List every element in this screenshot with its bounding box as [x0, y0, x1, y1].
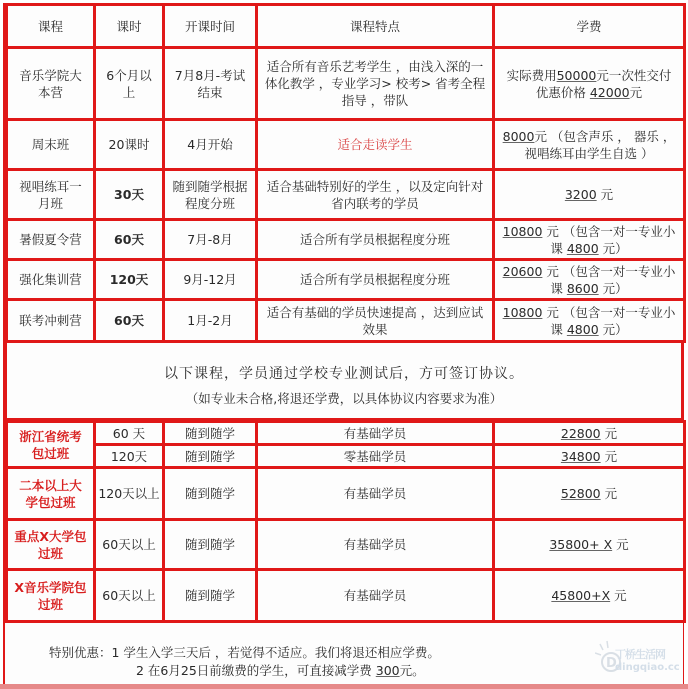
guarantee-fee: 22800 元	[494, 422, 685, 445]
course-table	[5, 3, 686, 343]
guarantee-target: 有基础学员	[257, 520, 494, 570]
guarantee-fee: 35800+ X 元	[494, 520, 685, 570]
course-features: 适合所有学员根据程度分班	[257, 260, 494, 300]
course-start: 9月-12月	[164, 260, 257, 300]
guarantee-start: 随到随学	[164, 445, 257, 468]
guarantee-target: 有基础学员	[257, 422, 494, 445]
special-offer-line-2: 2 在6月25日前缴费的学生，可直接减学费 300元。	[136, 663, 425, 678]
guarantee-table	[5, 420, 686, 623]
guarantee-fee: 34800 元	[494, 445, 685, 468]
course-hours: 20课时	[95, 120, 164, 170]
table-row	[7, 422, 685, 445]
header-start: 开课时间	[164, 5, 257, 48]
table-row	[7, 260, 685, 300]
guarantee-hours: 60天以上	[95, 520, 164, 570]
special-offer-line-1: 特别优惠：1 学生入学三天后 ，若觉得不适应。我们将退还相应学费。	[49, 645, 440, 660]
course-fee: 10800 元 （包含一对一专业小课 4800 元）	[494, 300, 685, 342]
course-name: 音乐学院大本营	[7, 48, 95, 120]
course-features: 适合走读学生	[257, 120, 494, 170]
guarantee-target: 零基础学员	[257, 445, 494, 468]
watermark-title: 丁桥生活网	[615, 648, 665, 661]
guarantee-hours: 120天以上	[95, 468, 164, 520]
course-name: 暑假夏令营	[7, 220, 95, 260]
discount-amount: 42000	[589, 84, 630, 100]
course-features: 适合所有音乐艺考学生 ，由浅入深的一体化教学 ，专业学习> 校考> 省考全程指导 ，带队	[257, 48, 494, 120]
table-row	[7, 48, 685, 120]
guarantee-start: 随到随学	[164, 422, 257, 445]
course-name: 强化集训营	[7, 260, 95, 300]
table-row	[7, 300, 685, 342]
guarantee-hours: 60 天	[95, 422, 164, 445]
header-row	[7, 5, 685, 48]
table-row	[7, 120, 685, 170]
guarantee-start: 随到随学	[164, 520, 257, 570]
guarantee-fee: 52800 元	[494, 468, 685, 520]
course-fee: 3200 元	[494, 170, 685, 220]
course-fee: 20600 元 （包含一对一专业小课 8600 元）	[494, 260, 685, 300]
course-name: 周末班	[7, 120, 95, 170]
watermark	[595, 638, 685, 684]
guarantee-fee: 45800+X 元	[494, 570, 685, 622]
course-name: 视唱练耳一月班	[7, 170, 95, 220]
course-hours: 30天	[95, 170, 164, 220]
table-row	[7, 220, 685, 260]
svg-text:D: D	[606, 656, 617, 671]
course-fee: 8000元 （包含声乐 ， 器乐 ，视唱练耳由学生自选 ）	[494, 120, 685, 170]
guarantee-start: 随到随学	[164, 468, 257, 520]
watermark-url: dingqiao.cc	[615, 662, 680, 673]
table-row	[7, 445, 685, 468]
course-start: 7月8月-考试结束	[164, 48, 257, 120]
table-row	[7, 570, 685, 622]
table-row	[7, 468, 685, 520]
course-hours: 60天	[95, 220, 164, 260]
fee-amount: 50000	[556, 67, 597, 83]
course-fee: 10800 元 （包含一对一专业小课 4800 元）	[494, 220, 685, 260]
header-hours: 课时	[95, 5, 164, 48]
table-row	[7, 520, 685, 570]
table-row	[7, 170, 685, 220]
course-start: 1月-2月	[164, 300, 257, 342]
course-features: 适合有基础的学员快速提高 ，达到应试效果	[257, 300, 494, 342]
notice-line-1: 以下课程，学员通过学校专业测试后，方可签订协议。	[164, 366, 524, 382]
course-fee: 实际费用50000元一次性交付 优惠价格 42000元	[494, 48, 685, 120]
guarantee-target: 有基础学员	[257, 570, 494, 622]
guarantee-hours: 120天	[95, 445, 164, 468]
guarantee-name: 二本以上大学包过班	[7, 468, 95, 520]
course-hours: 6个月以上	[95, 48, 164, 120]
guarantee-target: 有基础学员	[257, 468, 494, 520]
course-hours: 60天	[95, 300, 164, 342]
guarantee-hours: 60天以上	[95, 570, 164, 622]
header-features: 课程特点	[257, 5, 494, 48]
course-start: 7月-8月	[164, 220, 257, 260]
guarantee-start: 随到随学	[164, 570, 257, 622]
header-course: 课程	[7, 5, 95, 48]
course-start: 4月开始	[164, 120, 257, 170]
guarantee-name: 浙江省统考包过班	[7, 422, 95, 468]
course-start: 随到随学根据程度分班	[164, 170, 257, 220]
course-features: 适合基础特别好的学生 ，以及定向针对省内联考的学员	[257, 170, 494, 220]
agreement-notice	[5, 340, 683, 420]
course-hours: 120天	[95, 260, 164, 300]
bottom-border	[0, 684, 688, 689]
guarantee-name: X音乐学院包过班	[7, 570, 95, 622]
course-features: 适合所有学员根据程度分班	[257, 220, 494, 260]
course-name: 联考冲刺营	[7, 300, 95, 342]
header-fee: 学费	[494, 5, 685, 48]
special-offer	[5, 620, 683, 684]
notice-line-2: （如专业未合格,将退还学费，以具体协议内容要求为准）	[185, 391, 503, 406]
guarantee-name: 重点X大学包过班	[7, 520, 95, 570]
